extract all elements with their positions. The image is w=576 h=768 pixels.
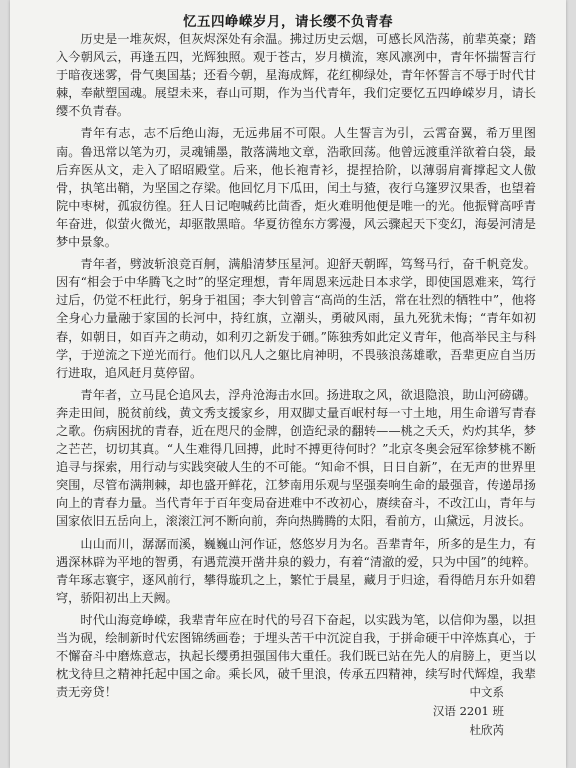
paragraph-6: 时代山海竞峥嵘，我辈青年应在时代的号召下奋起，以实践为笔，以信仰为墨，以担当为砚，绘制新时代宏图锦绣画卷；于埋头苦干中沉淀自我，于拼命硬干中淬炼真心，于不懈奋斗中磨炼意志，执起长缨勇担强国伟大重任。我们既已站在先人的肩膀上，更当以枕戈待旦之精神托起中国之命。乘长风，破千里浪，传承五四精神，续写时代辉煌，我辈责无旁贷！ xyxy=(56,612,536,700)
signature-block xyxy=(433,683,504,740)
paragraph-3: 青年者，劈波斩浪竞百舸，满船清梦压星河。迎舒天朝晖，笃驽马行，奋千帆竞发。因有“相会于中华腾飞之时”的坚定理想，青年周恩来远赴日本求学，即使国恩难来，笃行过后，仍觉不枉此行，躬身于祖国；李大钊曾言“高尚的生活，常在壮烈的牺牲中”，他将全身心力量融于家国的长河中，持红旗，立潮头，勇破风雨，虽九死犹未悔；“青年如初春，如朝日，如百卉之萌动，如利刃之新发于硎。”陈独秀如此定义青年，他高举民主与科学，于逆流之下逆光而行。他们以凡人之躯比肩神明，不畏骇浪荡雄歌，吾辈更应自当历行进取，追风赶月莫停留。 xyxy=(56,257,536,380)
paragraph-2: 青年有志，志不后绝山海，无远弗届不可限。人生誓言为引，云霄奋翼，希万里图南。鲁迅常以笔为刃，灵魂铺墨，散落满地文章，浩歌回荡。他曾远渡重洋欲着白袋，最后弃医从文，走入了昭昭殿堂。后来，他长袍青衫，提捏拾阶，以薄弱肩膏撑起文人傲骨，执笔出鞘，为坚国之存梁。他回忆月下瓜田，闰土与猹，夜行乌篷罗汉果香，也望着院中枣树，孤寂彷徨。狂人日记咆喊药比茴香，炬火难明他便是唯一的光。他振臂高呼青年奋进，似萤火微光，却驱散黑暗。华夏彷徨东方雾漫，风云骤起天下变幻，海晏河清是梦中景象。 xyxy=(56,126,536,250)
signature-class: 汉语 2201 班 xyxy=(432,704,504,718)
paragraph-1: 历史是一堆灰烬，但灰烬深处有余温。拂过历史云烟，可感长风浩荡，前辈英豪；踏入今朝风云，再逢五四，光辉独照。观于苍古，岁月横流，寒风凛冽中，青年怀揣誓言行于暗夜迷雾，骨气奥国基；还看今朝，星海成辉，花红柳绿处，青年怀誓言不辱于时代甘棘，奉献塑国魂。展望未来，春山可期，作为当代青年，我们定要忆五四峥嵘岁月，请长缨不负青春。 xyxy=(56,32,536,119)
signature-author: 杜欣芮 xyxy=(469,723,504,737)
paragraph-5: 山山而川，潺潺而溪，巍巍山河作证，悠悠岁月为名。吾辈青年，所多的是生力，有遇深林辟为平地的智勇，有遇荒漠开凿井泉的毅力，有着“清澈的爱，只为中国”的纯粹。青年琢志寰宇，逐风前行，攀得璇玑之上，繁忙于晨星，藏月于归途，看得皓月东升如碧穹，骄阳初出上天阙。 xyxy=(56,536,536,605)
paragraph-4: 青年者，立马昆仑追风去，浮舟沧海击水回。扬进取之风，欲退隐浪，助山河磅礴。奔走田间，脱贫前线，黄文秀支援家乡，用双脚丈量百岷村每一寸土地，用生命谱写青春之歌。伤病困扰的青春，近在咫尺的金牌，创造纪录的翻转——桃之夭夭，灼灼其华，梦之芒芒，切切其真。“人生难得几回搏，此时不搏更待何时？”北京冬奥会冠军徐梦桃不断追寻与探索，用行动与实践突破人生的不可能。“知命不惧，日日自新”，在无声的世界里突围，尽管布满荆棘，却也盛开鲜花，江梦南用乐观与坚强奏响生命的最强音，传递昂扬向上的青春力量。当代青年于百年变局奋进难中不改初心，赓续奋斗，不改江山，青年与国家依旧五岳向上，滚滚江河不断向前，奔向热腾腾的太阳，看前方，山黛远，月波长。 xyxy=(56,387,536,529)
signature-department: 中文系 xyxy=(469,685,504,699)
essay-body xyxy=(56,30,536,705)
essay-title: 忆五四峥嵘岁月，请长缨不负青春 xyxy=(183,14,393,30)
document-page xyxy=(10,0,566,768)
